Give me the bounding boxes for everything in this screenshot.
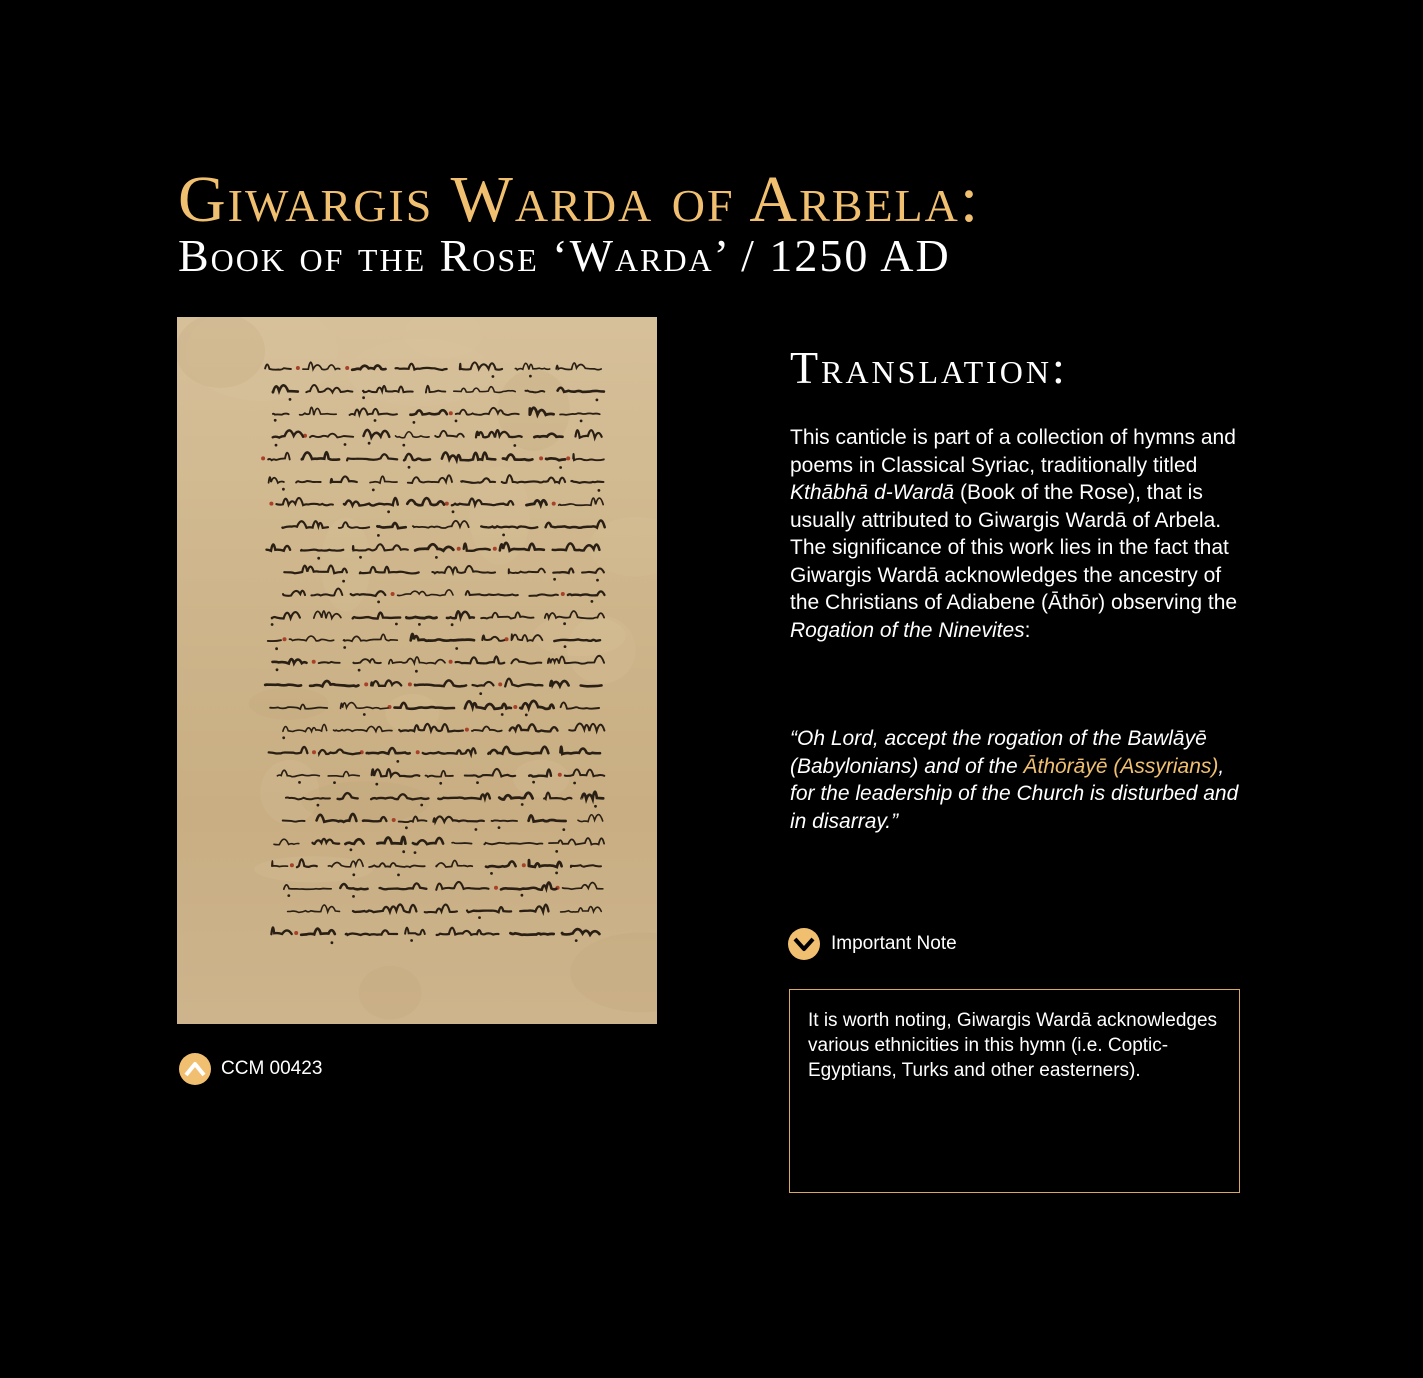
script-line — [288, 904, 602, 919]
script-line — [261, 452, 604, 469]
script-line — [269, 747, 600, 763]
script-line — [273, 656, 605, 673]
quote-text-end: , for the leadership of the Church is disturbed and in disarray.” — [790, 754, 1239, 833]
manuscript-image — [177, 317, 657, 1024]
book-title: Kthābhā d-Wardā — [790, 481, 955, 504]
important-note-label: Important Note — [831, 933, 957, 954]
script-line — [269, 498, 603, 513]
image-caption — [179, 1053, 322, 1085]
important-note-box — [789, 989, 1240, 1193]
manuscript-script — [177, 317, 657, 1024]
paragraph-text-start: This canticle is part of a collection of hymns and poems in Classical Syriac, traditionally titled — [790, 426, 1236, 477]
chevron-down-icon — [788, 928, 820, 960]
page-subtitle: Book of the Rose ‘Warda’ / 1250 AD — [178, 230, 951, 281]
page-title: Giwargis Warda of Arbela: — [178, 163, 981, 236]
script-line — [269, 475, 604, 492]
script-line — [271, 927, 599, 944]
translation-paragraph — [790, 424, 1240, 644]
rogation-title: Rogation of the Ninevites — [790, 618, 1025, 642]
script-line — [274, 837, 604, 854]
translation-heading: Translation: — [790, 342, 1068, 393]
paragraph-text-middle: (Book of the Rose), that is usually attributed to Giwargis Wardā of Arbela. The significance of this work lies in the fact that Giwargis Wardā acknowledges the ancestry of the Christians of Adiabene (Āthōr) observing the — [790, 481, 1238, 614]
script-line — [282, 724, 604, 740]
caption-text: CCM 00423 — [221, 1058, 323, 1079]
paragraph-text-end: : — [1024, 618, 1031, 642]
quote-highlight: Āthōrāyē (Assyrians) — [1023, 754, 1219, 778]
script-line — [284, 882, 603, 898]
chevron-up-icon — [179, 1053, 211, 1085]
quote-text-start: “Oh Lord, accept the rogation of the Bawlāyē (Babylonians) and of the — [790, 727, 1207, 778]
translation-quote — [790, 725, 1240, 835]
important-note-text: It is worth noting, Giwargis Wardā acknowledges various ethnicities in this hymn (i.e. Coptic-Egyptians, Turks and other easterners). — [808, 1010, 1218, 1081]
important-note-header — [788, 928, 957, 960]
script-line — [267, 543, 600, 560]
